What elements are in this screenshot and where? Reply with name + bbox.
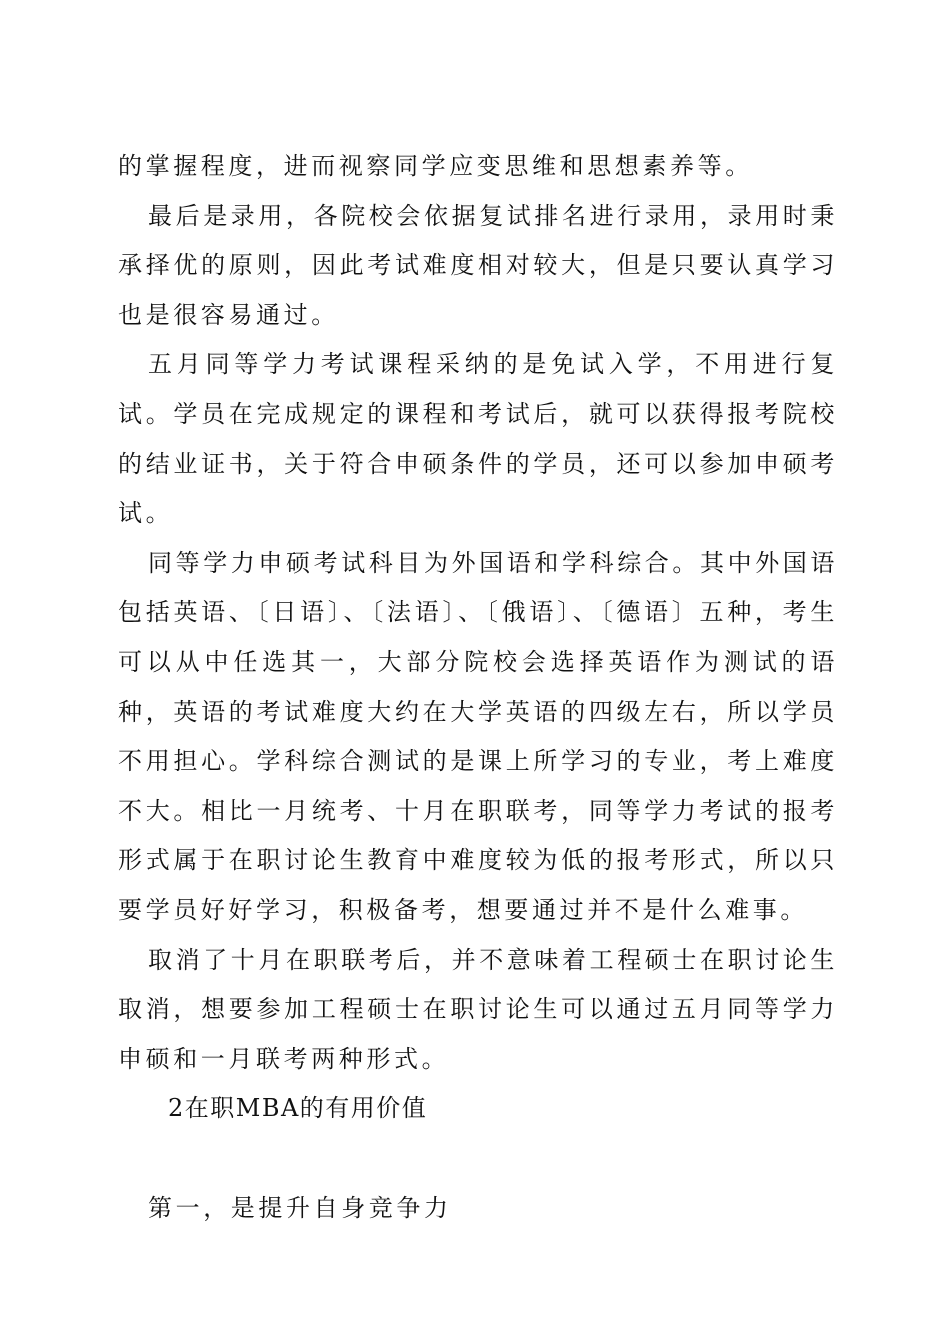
document-body bbox=[118, 142, 838, 1233]
paragraph-continuation: 的掌握程度，进而视察同学应变思维和思想素养等。 bbox=[118, 152, 753, 180]
section-heading: 2在职MBA的有用价值 bbox=[168, 1094, 428, 1123]
paragraph-exam-subjects: 同等学力申硕考试科目为外国语和学科综合。其中外国语包括英语、〔日语〕、〔法语〕、〔俄语〕、〔德语〕五种，考生可以从中任选其一，大部分院校会选择英语作为测试的语种，英语的考试难度大约在大学英语的四级左右，所以学员不用担心。学科综合测试的是课上所学习的专业，考上难度不大。相比一月统考、十月在职联考，同等学力考试的报考形式属于在职讨论生教育中难度较为低的报考形式，所以只要学员好好学习，积极备考，想要通过并不是什么难事。 bbox=[118, 548, 838, 924]
paragraph-may-exam: 五月同等学力考试课程采纳的是免试入学，不用进行复试。学员在完成规定的课程和考试后，就可以获得报考院校的结业证书，关于符合申硕条件的学员，还可以参加申硕考试。 bbox=[118, 350, 838, 528]
paragraph-admission: 最后是录用，各院校会依据复试排名进行录用，录用时秉承择优的原则，因此考试难度相对较大，但是只要认真学习也是很容易通过。 bbox=[118, 201, 838, 329]
blank-line bbox=[118, 1134, 838, 1184]
subsection-heading: 第一，是提升自身竞争力 bbox=[148, 1193, 452, 1222]
paragraph-october-exam: 取消了十月在职联考后，并不意味着工程硕士在职讨论生取消，想要参加工程硕士在职讨论生可以通过五月同等学力申硕和一月联考两种形式。 bbox=[118, 945, 838, 1073]
